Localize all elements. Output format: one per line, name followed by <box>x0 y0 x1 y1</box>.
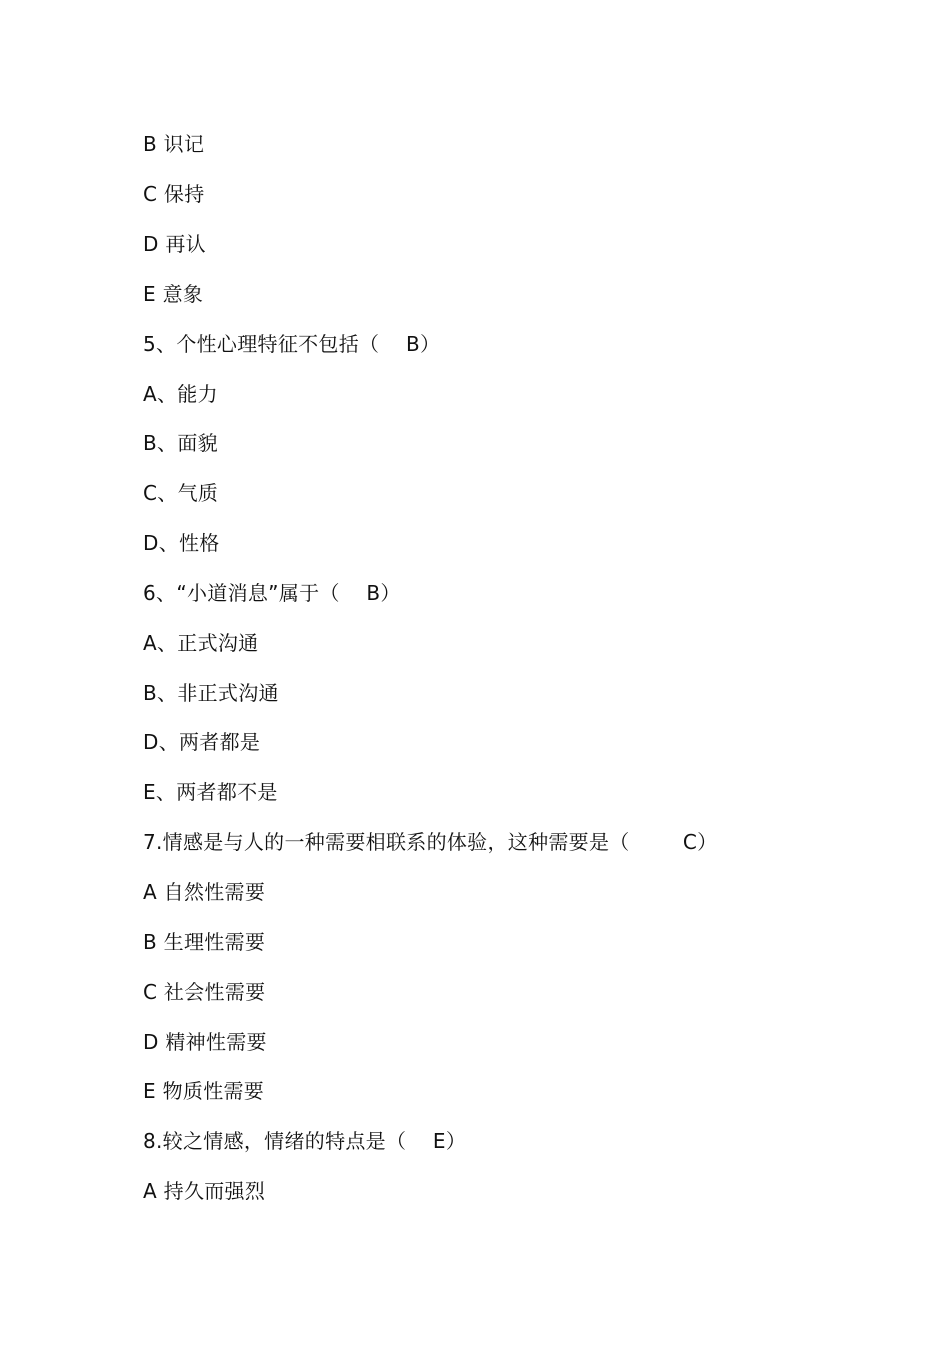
option-c-line: C 保持 <box>143 182 205 206</box>
option-b-line: B 识记 <box>143 132 205 156</box>
option-d-line: D 再认 <box>143 232 206 256</box>
option-e-line: E 意象 <box>143 282 204 306</box>
q7-option-d: D 精神性需要 <box>143 1030 267 1054</box>
q5-option-d: D、性格 <box>143 531 220 555</box>
q6-option-e: E、两者都不是 <box>143 780 278 804</box>
question-5: 5、个性心理特征不包括（ B） <box>143 332 441 356</box>
question-6: 6、“小道消息”属于（ B） <box>143 581 401 605</box>
q5-option-b: B、面貌 <box>143 431 218 455</box>
q5-option-c: C、气质 <box>143 481 219 505</box>
q8-option-a: A 持久而强烈 <box>143 1179 266 1203</box>
q6-option-b: B、非正式沟通 <box>143 681 279 705</box>
q7-option-c: C 社会性需要 <box>143 980 266 1004</box>
q6-option-a: A、正式沟通 <box>143 631 259 655</box>
question-7: 7.情感是与人的一种需要相联系的体验，这种需要是（ C） <box>143 830 718 854</box>
q5-option-a: A、能力 <box>143 382 218 406</box>
question-8: 8.较之情感，情绪的特点是（ E） <box>143 1129 467 1153</box>
q7-option-e: E 物质性需要 <box>143 1079 265 1103</box>
q7-option-b: B 生理性需要 <box>143 930 266 954</box>
q6-option-d: D、两者都是 <box>143 730 261 754</box>
q7-option-a: A 自然性需要 <box>143 880 266 904</box>
